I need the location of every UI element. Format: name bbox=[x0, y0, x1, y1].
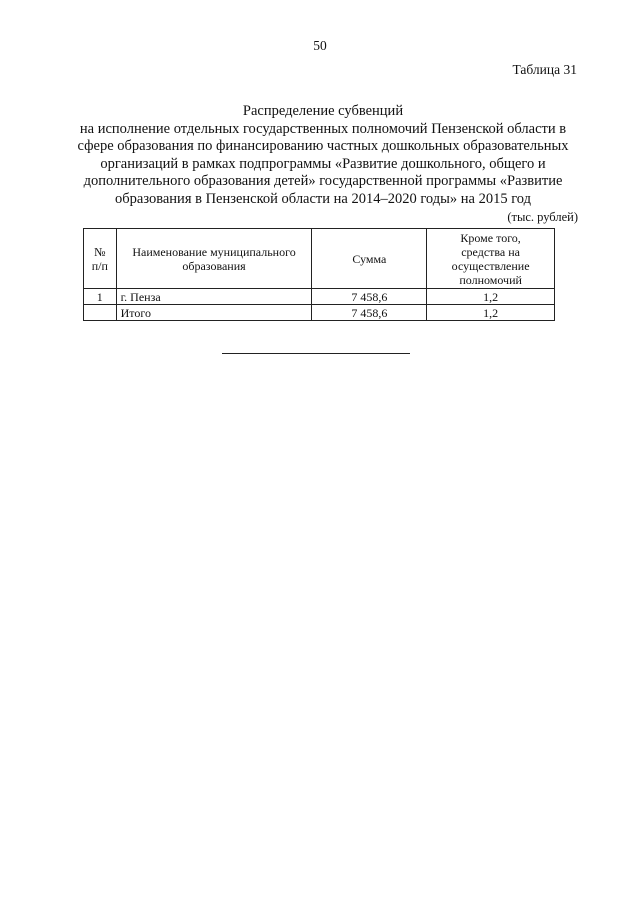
cell-municipality: г. Пенза bbox=[116, 289, 312, 305]
title-line: дополнительного образования детей» государственной программы «Развитие bbox=[83, 173, 563, 189]
title-line: Распределение субвенций bbox=[242, 103, 404, 119]
header-extra-line: средства на bbox=[461, 244, 520, 259]
cell-number bbox=[84, 305, 117, 321]
header-name-line: Наименование муниципального bbox=[132, 244, 296, 259]
header-name-line: образования bbox=[182, 258, 246, 273]
table-label: Таблица 31 bbox=[512, 62, 577, 77]
table-row bbox=[84, 289, 555, 305]
closing-rule bbox=[222, 353, 410, 354]
header-extra-line: осуществление bbox=[451, 258, 530, 273]
page-number: 50 bbox=[313, 38, 327, 53]
header-number-line: № bbox=[94, 244, 106, 259]
cell-sum: 7 458,6 bbox=[312, 305, 427, 321]
header-extra-line: полномочий bbox=[459, 272, 522, 287]
units-note: (тыс. рублей) bbox=[507, 210, 578, 224]
header-extra-line: Кроме того, bbox=[460, 230, 521, 245]
header-additional-funds bbox=[427, 229, 555, 289]
subvention-table bbox=[83, 228, 555, 321]
cell-sum: 7 458,6 bbox=[312, 289, 427, 305]
table-header-row bbox=[84, 229, 555, 289]
cell-additional-funds: 1,2 bbox=[427, 305, 555, 321]
title-line: на исполнение отдельных государственных полномочий Пензенской области в bbox=[79, 120, 567, 137]
table-total-row bbox=[84, 305, 555, 321]
cell-municipality: Итого bbox=[116, 305, 312, 321]
header-sum: Сумма bbox=[312, 229, 427, 289]
document-title bbox=[60, 103, 586, 208]
header-number-line: п/п bbox=[91, 258, 108, 273]
cell-additional-funds: 1,2 bbox=[427, 289, 555, 305]
header-municipality-name bbox=[116, 229, 312, 289]
title-line: образования в Пензенской области на 2014–2020 годы» на 2015 год bbox=[115, 190, 531, 207]
header-number bbox=[84, 229, 117, 289]
cell-number: 1 bbox=[84, 289, 117, 305]
title-line: сфере образования по финансированию частных дошкольных образовательных bbox=[77, 138, 569, 154]
title-line: организаций в рамках подпрограммы «Развитие дошкольного, общего и bbox=[100, 155, 546, 172]
